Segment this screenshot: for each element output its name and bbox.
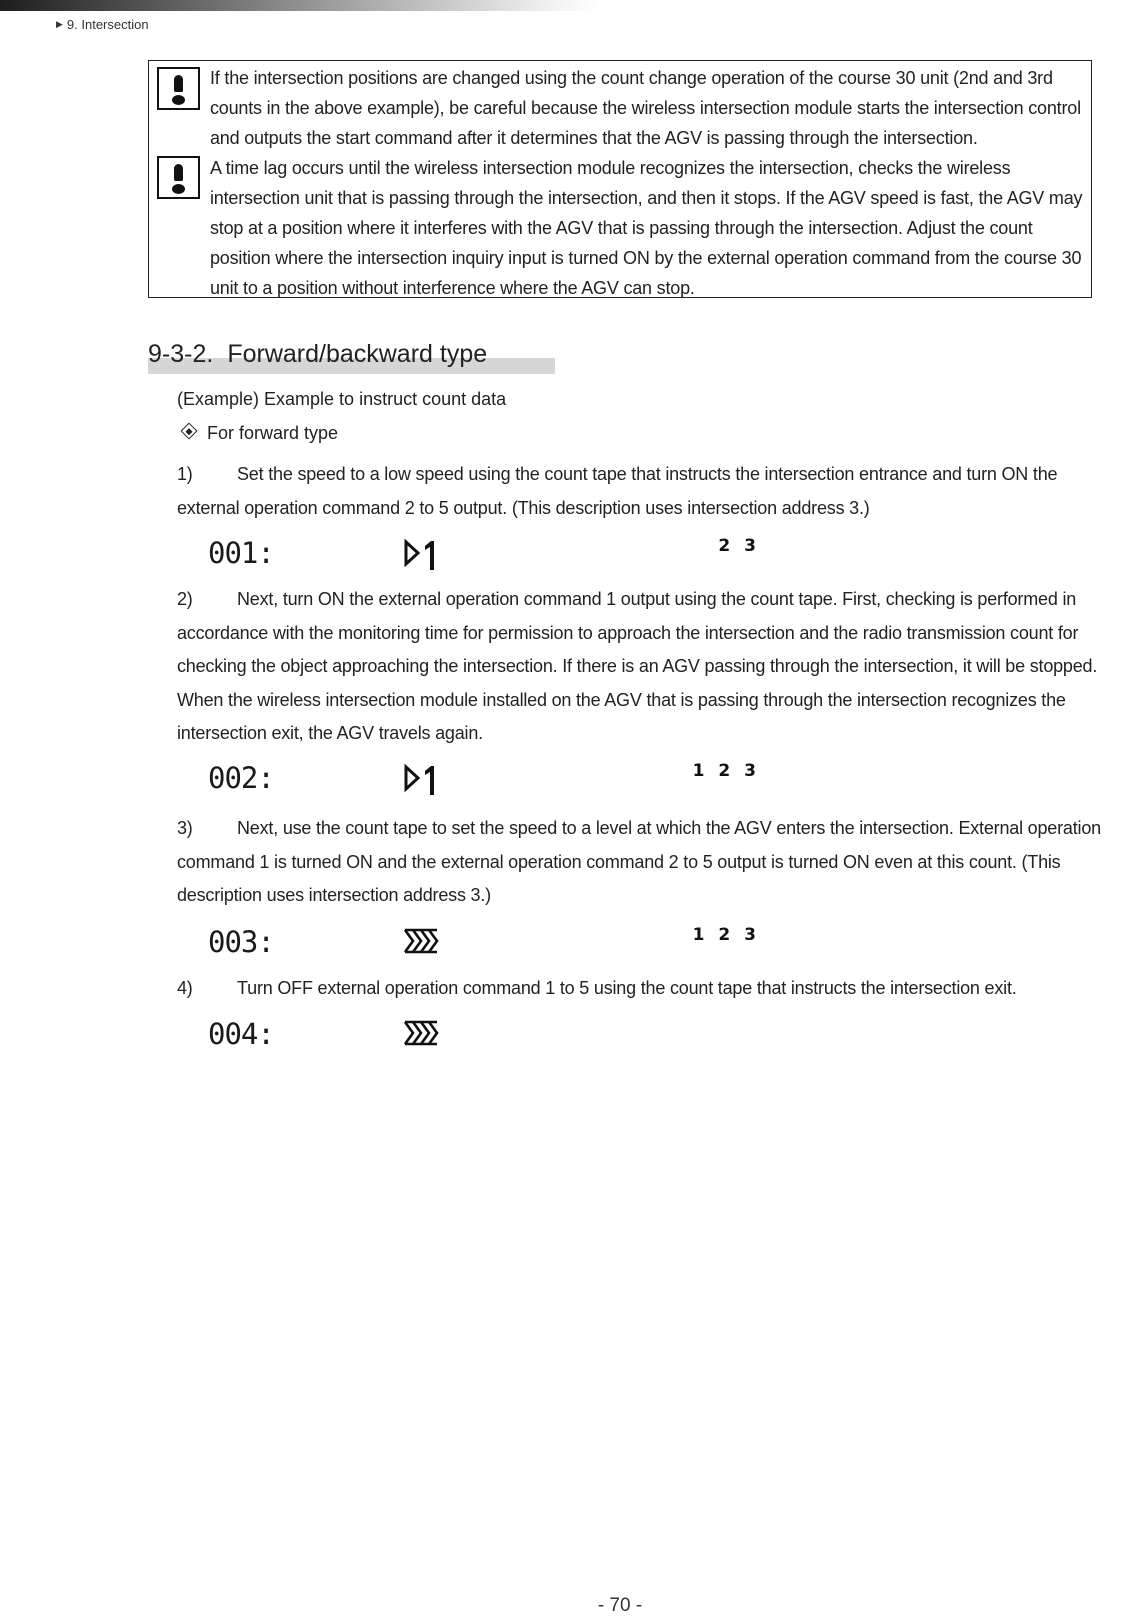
output-numbers: 1 2 3 [692,761,760,781]
count-number: 003: [208,925,274,959]
section-heading [148,340,555,374]
step-2 [177,583,1121,751]
step-text: Next, turn ON the external operation command 1 output using the count tape. First, checking is performed in accordance with the monitoring time for permission to approach the intersection and the radio transmission count for checking the object approaching the intersection. If there is an AGV passing through the intersection, it will be stopped. When the wireless intersection module installed on the AGV that is passing through the intersection recognizes the intersection exit, the AGV travels again. [177,589,1098,743]
step-number: 1) [177,464,193,484]
step-text: Turn OFF external operation command 1 to 5 using the count tape that instructs the intersection exit. [237,978,1017,998]
step-number: 3) [177,818,193,838]
step-text: Next, use the count tape to set the speed to a level at which the AGV enters the intersection. External operation command 1 is turned ON and the external operation command 2 to 5 output is turned ON even at this count. (This description uses intersection address 3.) [177,818,1101,905]
step-number: 2) [177,589,193,609]
page-number: - 70 - [597,1595,643,1616]
header-gradient-bar [0,0,600,11]
caution-icon [157,156,200,199]
speed-symbol-high-icon [403,1017,443,1057]
step-text: Set the speed to a low speed using the count tape that instructs the intersection entrance and turn ON the external operation command 2 to 5 output. (This description uses intersection address 3.) [177,464,1058,518]
count-display-row-1 [208,536,768,576]
caution-paragraph-2: A time lag occurs until the wireless intersection module recognizes the intersection, checks the wireless intersection unit that is passing through the intersection, and then it stops. If the AGV speed is fast, the AGV may stop at a position where it interferes with the AGV that is passing through the intersection. Adjust the count position where the intersection inquiry input is turned ON by the external operation command from the course 30 unit to a position without interference where the AGV can stop. [210,158,1083,298]
count-number: 004: [208,1017,274,1051]
output-numbers: 2 3 [718,536,760,556]
subheading-text: For forward type [207,423,339,443]
step-3 [177,812,1121,913]
speed-symbol-low-icon [403,536,443,576]
diamond-bullet-icon [181,423,198,440]
speed-symbol-high-icon [403,925,443,965]
section-number: 9-3-2. [148,340,214,368]
speed-symbol-low-icon [403,761,443,801]
caution-box [148,60,1092,298]
breadcrumb-arrow-icon: ▶ [56,19,63,29]
caution-icon [157,67,200,110]
section-title-text: Forward/backward type [227,340,488,368]
count-display-row-3 [208,925,768,965]
caution-text [210,63,1090,303]
example-label: (Example) Example to instruct count data [177,389,507,409]
step-1 [177,458,1121,525]
count-display-row-2 [208,761,768,801]
step-4 [177,972,1121,1006]
caution-paragraph-1: If the intersection positions are changed using the count change operation of the course 30 unit (2nd and 3rd counts in the above example), be careful because the wireless intersection module starts the intersection control and outputs the start command after it determines that the AGV is passing through the intersection. [210,68,1081,148]
subheading [177,423,338,444]
step-number: 4) [177,978,193,998]
count-number: 001: [208,536,274,570]
breadcrumb-text: 9. Intersection [66,17,149,32]
count-number: 002: [208,761,274,795]
output-numbers: 1 2 3 [692,925,760,945]
breadcrumb [56,17,149,32]
count-display-row-4 [208,1017,768,1057]
section-title [148,340,487,369]
